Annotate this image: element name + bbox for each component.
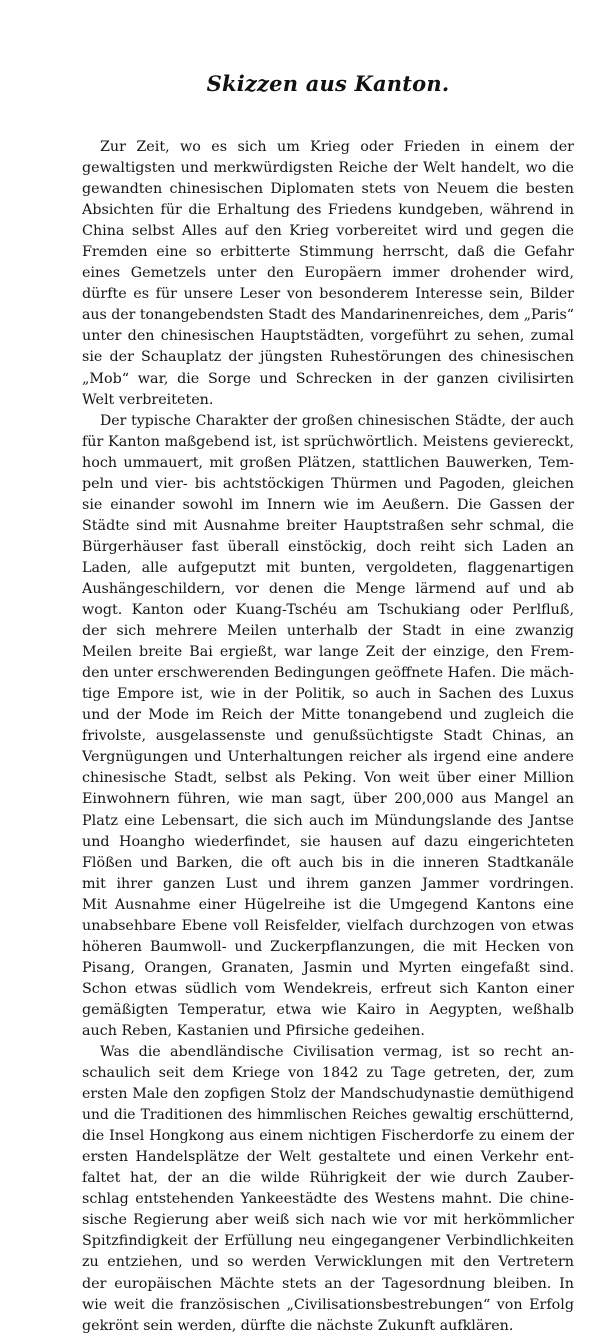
text-line: chinesische Stadt, selbst als Peking. Von weit über einer Million [82, 770, 574, 787]
text-line: gemäßigten Temperatur, etwa wie Kairo in Aegypten, weßhalb [82, 1001, 574, 1018]
text-line: unabsehbare Ebene voll Reisfelder, vielfach durchzogen von etwas [82, 917, 574, 934]
text-line: China selbst Alles auf den Krieg vorbereitet wird und gegen die [82, 223, 574, 240]
text-line: mit ihrer ganzen Lust und ihrem ganzen Jammer vordringen. [82, 875, 574, 892]
text-line: sische Regierung aber weiß sich nach wie vor mit herkömmlicher [82, 1212, 574, 1229]
text-line: Schon etwas südlich vom Wendekreis, erfreut sich Kanton einer [82, 980, 574, 997]
text-line: Bürgerhäuser fast überall einstöckig, doch reiht sich Laden an [82, 538, 574, 555]
text-line: tige Empore ist, wie in der Politik, so auch in Sachen des Luxus [82, 686, 574, 703]
text-line: höheren Baumwoll- und Zuckerpflanzungen, die mit Hecken von [82, 938, 574, 955]
text-line: Absichten für die Erhaltung des Friedens kundgeben, während in [82, 202, 574, 219]
text-line: für Kanton maßgebend ist, ist sprüchwörtlich. Meistens geviereckt, [82, 433, 574, 450]
text-line: ersten Handelsplätze der Welt gestaltete und einen Verkehr ent- [82, 1149, 574, 1166]
text-line: Welt verbreiteten. [82, 391, 214, 408]
text-line: und die Traditionen des himmlischen Reiches gewaltig erschütternd, [82, 1107, 574, 1124]
text-line: faltet hat, der an die wilde Rührigkeit der wie durch Zauber- [82, 1170, 574, 1187]
text-line: sie der Schauplatz der jüngsten Ruhestörungen des chinesischen [82, 349, 574, 366]
text-line: peln und vier- bis achtstöckigen Thürmen und Pagoden, gleichen [82, 475, 574, 492]
text-line: Einwohnern führen, wie man sagt, über 200,000 aus Mangel an [82, 791, 574, 808]
text-line: auch Reben, Kastanien und Pfirsiche gedeihen. [82, 1022, 425, 1039]
text-line: wie weit die französischen „Civilisationsbestrebungen“ von Erfolg [82, 1296, 574, 1313]
text-line: gekrönt sein werden, dürfte die nächste Zukunft aufklären. [82, 1317, 514, 1334]
text-line: Was die abendländische Civilisation vermag, ist so recht an- [100, 1044, 574, 1061]
text-line: Pisang, Orangen, Granaten, Jasmin und Myrten eingefaßt sind. [82, 959, 574, 976]
text-line: zu entziehen, und so werden Verwicklungen mit den Vertretern [82, 1254, 574, 1271]
text-line: aus der tonangebendsten Stadt des Mandarinenreiches, dem „Paris“ [82, 307, 574, 324]
text-line: den unter erschwerenden Bedingungen geöffnete Hafen. Die mäch- [82, 665, 574, 682]
text-line: Fremden eine so erbitterte Stimmung herrscht, daß die Gefahr [82, 244, 574, 261]
text-line: gewaltigsten und merkwürdigsten Reiche der Welt handelt, wo die [82, 160, 574, 177]
text-line: Mit Ausnahme einer Hügelreihe ist die Umgegend Kantons eine [82, 896, 574, 913]
text-line: Städte sind mit Ausnahme breiter Hauptstraßen sehr schmal, die [82, 517, 574, 534]
article-body [82, 137, 574, 1337]
text-line: eines Gemetzels unter den Europäern immer drohender wird, [82, 265, 574, 282]
text-line: der europäischen Mächte stets an der Tagesordnung bleiben. In [82, 1275, 574, 1292]
text-line: und der Mode im Reich der Mitte tonangebend und zugleich die [82, 707, 574, 724]
text-line: schaulich seit dem Kriege von 1842 zu Tage getreten, der, zum [82, 1065, 574, 1082]
text-line: dürfte es für unsere Leser von besonderem Interesse sein, Bilder [82, 286, 574, 303]
text-line: gewandten chinesischen Diplomaten stets von Neuem die besten [82, 181, 574, 198]
article-title: Skizzen aus Kanton. [206, 71, 450, 96]
text-line: Der typische Charakter der großen chinesischen Städte, der auch [100, 412, 574, 429]
text-line: und Hoangho wiederfindet, sie hausen auf dazu eingerichteten [82, 833, 574, 850]
text-line: „Mob“ war, die Sorge und Schrecken in der ganzen civilisirten [82, 370, 574, 387]
text-line: Aushängeschildern, vor denen die Menge lärmend auf und ab [82, 580, 574, 597]
text-line: sie einander sowohl im Innern wie im Aeußern. Die Gassen der [82, 496, 574, 513]
text-line: wogt. Kanton oder Kuang-Tschéu am Tschukiang oder Perlfluß, [82, 602, 574, 619]
text-line: Spitzfindigkeit der Erfüllung neu eingegangener Verbindlichkeiten [82, 1233, 574, 1250]
text-line: Flößen und Barken, die oft auch bis in die inneren Stadtkanäle [82, 854, 574, 871]
text-line: Platz eine Lebensart, die sich auch im Mündungslande des Jantse [82, 812, 574, 829]
text-line: unter den chinesischen Hauptstädten, vorgeführt zu sehen, zumal [82, 328, 574, 345]
text-line: der sich mehrere Meilen unterhalb der Stadt in eine zwanzig [82, 623, 574, 640]
text-line: Zur Zeit, wo es sich um Krieg oder Frieden in einem der [100, 139, 574, 155]
text-line: ersten Male den zopfigen Stolz der Mandschudynastie demüthigend [82, 1086, 574, 1103]
text-line: hoch ummauert, mit großen Plätzen, stattlichen Bauwerken, Tem- [82, 454, 574, 471]
text-line: die Insel Hongkong aus einem nichtigen Fischerdorfe zu einem der [82, 1128, 574, 1145]
text-line: Meilen breite Bai ergießt, war lange Zeit der einzige, den Frem- [82, 644, 574, 661]
text-line: frivolste, ausgelassenste und genußsüchtigste Stadt Chinas, an [82, 728, 574, 745]
text-line: Laden, alle aufgeputzt mit bunten, vergoldeten, flaggenartigen [82, 559, 574, 576]
text-line: Vergnügungen und Unterhaltungen reicher als irgend eine andere [82, 749, 574, 766]
text-line: schlag entstehenden Yankeestädte des Westens mahnt. Die chine- [82, 1191, 574, 1208]
